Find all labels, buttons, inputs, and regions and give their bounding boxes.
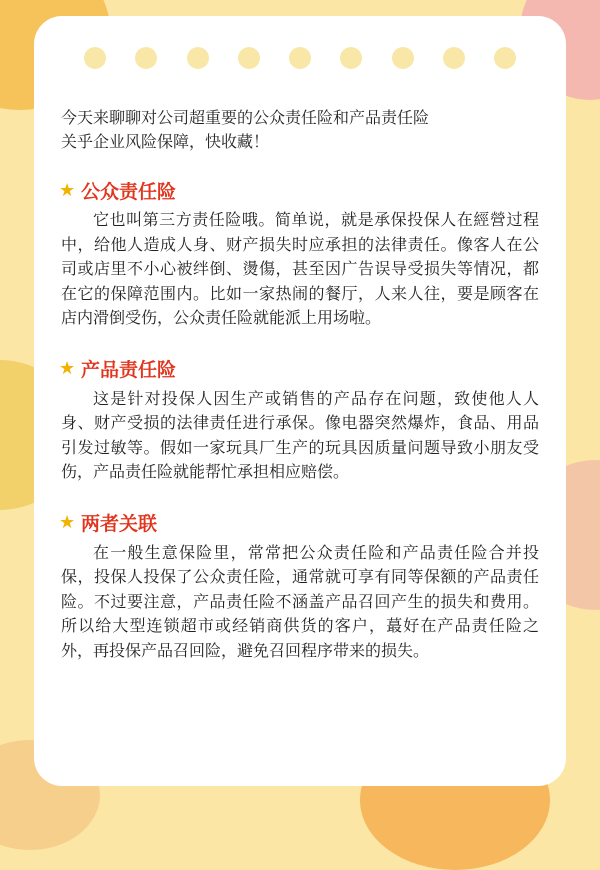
intro-line: 今天来聊聊对公司超重要的公众责任险和产品责任险 (61, 108, 430, 127)
binder-dots (84, 47, 516, 69)
section-product-liability (61, 355, 539, 485)
star-icon: ★ (59, 358, 76, 379)
article-content (61, 106, 539, 687)
section-header (61, 509, 539, 537)
binder-dot (238, 47, 260, 69)
binder-dot (443, 47, 465, 69)
section-relationship (61, 509, 539, 664)
intro-line: 关乎企业风险保障，快收藏！ (61, 132, 270, 151)
binder-dot (289, 47, 311, 69)
section-public-liability (61, 176, 539, 331)
binder-dot (494, 47, 516, 69)
binder-dot (340, 47, 362, 69)
section-body: 在一般生意保险里，常常把公众责任险和产品责任险合并投保，投保人投保了公众责任险，通常就可享有同等保额的产品责任险。不过要注意，产品责任险不涵盖产品召回产生的损失和费用。所以给大型连锁超市或经销商供货的客户，蕞好在产品责任险之外，再投保产品召回险，避免召回程序带来的损失。 (61, 542, 539, 660)
section-body: 它也叫第三方责任险哦。简单说，就是承保投保人在經營过程中，给他人造成人身、财产损失时应承担的法律责任。像客人在公司或店里不小心被绊倒、燙傷，甚至因广告误导受损失等情况，都在它的保障范围内。比如一家热闹的餐厅，人来人往，要是顾客在店内滑倒受伤，公众责任险就能派上用场啦。 (61, 210, 539, 327)
intro-text (61, 106, 539, 154)
binder-dot (135, 47, 157, 69)
note-card (34, 16, 566, 786)
section-title: 产品责任险 (81, 359, 177, 381)
section-title: 两者关联 (81, 513, 158, 535)
binder-dot (187, 47, 209, 69)
section-body: 这是针对投保人因生产或销售的产品存在问题，致使他人人身、财产受损的法律责任进行承保。像电器突然爆炸，食品、用品引发过敏等。假如一家玩具厂生产的玩具因质量问题导致小朋友受伤，产品责任险就能帮忙承担相应赔偿。 (61, 388, 539, 481)
section-header (61, 355, 539, 383)
star-icon: ★ (59, 512, 76, 533)
star-icon: ★ (59, 179, 76, 201)
section-title: 公众责任险 (81, 180, 177, 203)
section-header (61, 176, 539, 204)
binder-dot (392, 47, 414, 69)
binder-dot (84, 47, 106, 69)
